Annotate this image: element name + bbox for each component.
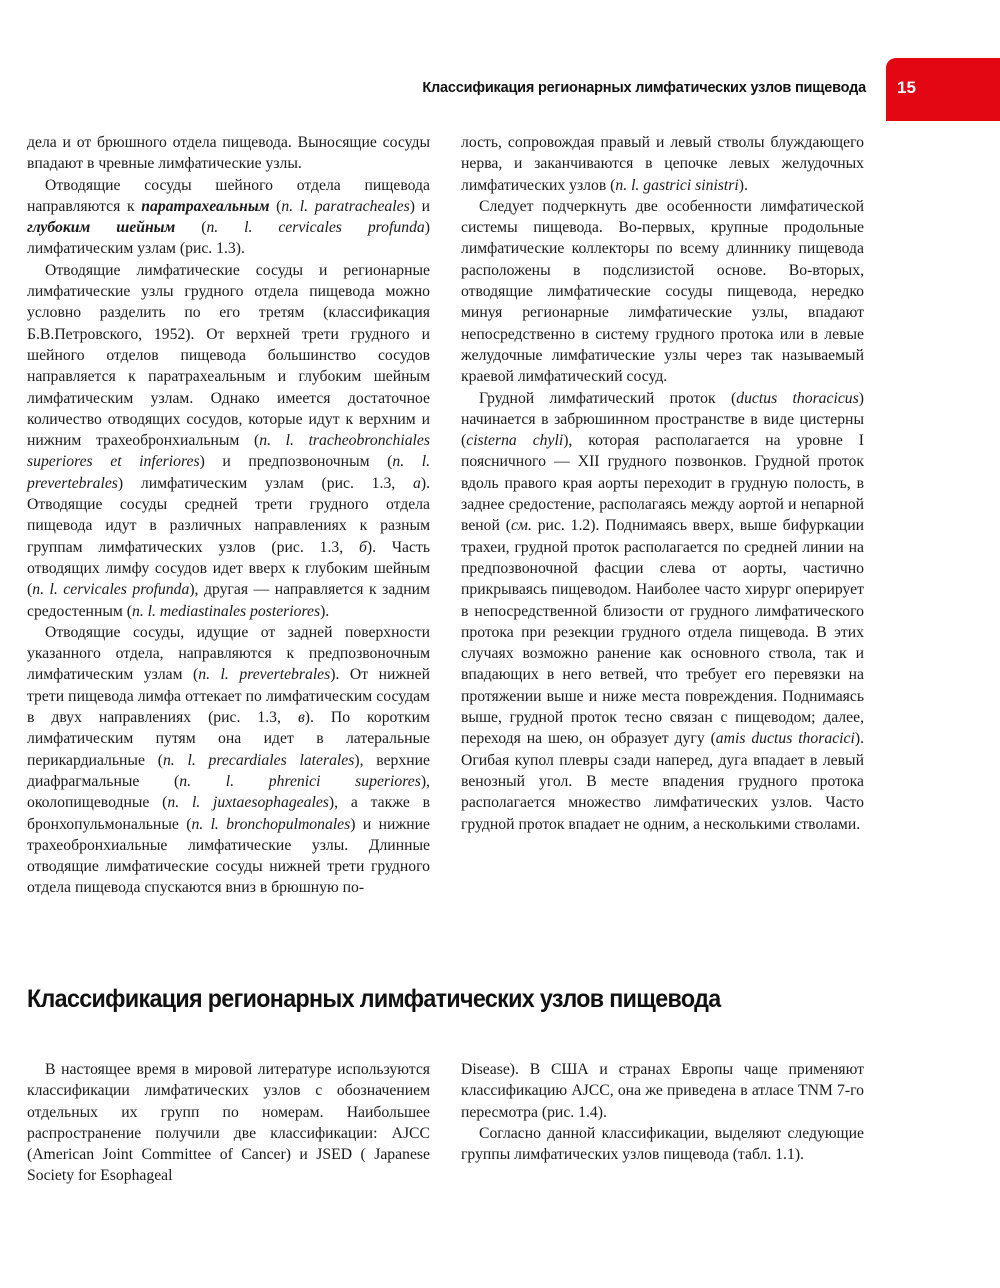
paragraph: Грудной лимфатический проток (ductus thoracicus) начинается в забрюшинном пространстве в виде цистерны (cisterna chyli), которая располагается на уровне I поясничного — XII грудного позвонков. Грудной проток вдоль правого края аорты переходит в грудную полость, в заднее средостение, располагаясь между аортой и непарной веной (см. рис. 1.2). Поднимаясь вверх, выше бифуркации трахеи, грудной проток располагается по средней линии на предпозвоночной фасции слева от аорты, частично прикрываясь пищеводом. Наиболее часто хирург оперирует в непосредственной близости от грудного лимфатического протока при резекции грудного отдела пищевода. В этих случаях возможно ранение как основного ствола, так и впадающих в него ветвей, что требует его перевязки на протяжении выше и ниже места повреждения. Поднимаясь выше, грудной проток тесно связан с пищеводом; далее, переходя на шею, он образует дугу (amis ductus thoracici). Огибая купол плевры сзади наперед, дуга впадает в левый венозный угол. В месте впадения грудного протока располагается множество лимфатических узлов. Часто грудной проток впадает не одним, а несколькими стволами. bbox=[461, 389, 864, 833]
page-number-tab bbox=[886, 58, 1000, 121]
paragraph: Отводящие сосуды, идущие от задней поверхности указанного отдела, направляются к предпозвоночным лимфатическим узлам (n. l. prevertebrales). От нижней трети пищевода лимфа оттекает по лимфатическим сосудам в двух направлениях (рис. 1.3, в). По коротким лимфатическим путям она идет в латеральные перикардиальные (n. l. precardiales laterales), верхние диафрагмальные (n. l. phrenici superiores), околопищеводные (n. l. juxtaesophageales), а также в бронхопульмональные (n. l. bronchopulmonales) и нижние трахеобронхиальные лимфатические узлы. Длинные отводящие лимфатические сосуды нижней трети грудного отдела пищевода спускаются вниз в брюшную по- bbox=[27, 623, 431, 897]
paragraph: лость, сопровождая правый и левый стволы блуждающего нерва, и заканчиваются в цепочке левых желудочных лимфатических узлов (n. l. gastrici sinistri). bbox=[461, 134, 864, 194]
page-number: 15 bbox=[897, 78, 916, 97]
running-header: Классификация регионарных лимфатических узлов пищевода bbox=[422, 80, 866, 96]
paragraph: В настоящее время в мировой литературе используются классификации лимфатических узлов с обозначением отдельных их групп по номерам. Наибольшее распространение получили две классификации: AJCC (American Joint Committee of Cancer) и JSED ( Japanese Society for Esophageal bbox=[27, 1061, 430, 1185]
right-column-top bbox=[461, 132, 864, 835]
section-heading: Классификация регионарных лимфатических узлов пищевода bbox=[27, 985, 721, 1013]
paragraph: Согласно данной классификации, выделяют следующие группы лимфатических узлов пищевода (табл. 1.1). bbox=[461, 1124, 864, 1164]
paragraph: Отводящие лимфатические сосуды и регионарные лимфатические узлы грудного отдела пищевода можно условно разделить по его третям (классификация Б.В.Петровского, 1952). От верхней трети грудного и шейного отделов пищевода большинство сосудов направляется к паратрахеальным и глубоким шейным лимфатическим узлам. Однако имеется достаточное количество отводящих сосудов, которые идут к верхним и нижним трахеобронхиальным (n. l. tracheobronchiales superiores et inferiores) и предпозвоночным (n. l. prevertebrales) лимфатическим узлам (рис. 1.3, а). Отводящие сосуды средней трети грудного отдела пищевода идут в различных направлениях к разным группам лимфатических узлов (рис. 1.3, б). Часть отводящих лимфу сосудов идет вверх к глубоким шейным (n. l. cervicales profunda), другая — направляется к задним средостенным (n. l. mediastinales posteriores). bbox=[27, 261, 430, 620]
left-column-bottom bbox=[27, 1059, 430, 1187]
paragraph: дела и от брюшного отдела пищевода. Выносящие сосуды впадают в чревные лимфатические узлы. bbox=[27, 134, 430, 173]
paragraph: Следует подчеркнуть две особенности лимфатической системы пищевода. Во-первых, крупные продольные лимфатические коллекторы по всему длиннику пищевода расположены в подслизистой основе. Во-вторых, отводящие лимфатические сосуды пищевода, нередко минуя регионарные лимфатические узлы, впадают непосредственно в систему грудного протока или в левые желудочные лимфатические узлы через так называемый краевой лимфатический сосуд. bbox=[461, 197, 864, 386]
paragraph: Отводящие сосуды шейного отдела пищевода направляются к паратрахеальным (n. l. paratracheales) и глубоким шейным (n. l. cervicales profunda) лимфатическим узлам (рис. 1.3). bbox=[27, 176, 430, 258]
paragraph: Disease). В США и странах Европы чаще применяют классификацию AJCC, она же приведена в атласе TNM 7-го пересмотра (рис. 1.4). bbox=[461, 1061, 864, 1121]
left-column-top bbox=[27, 132, 430, 899]
right-column-bottom bbox=[461, 1059, 864, 1165]
